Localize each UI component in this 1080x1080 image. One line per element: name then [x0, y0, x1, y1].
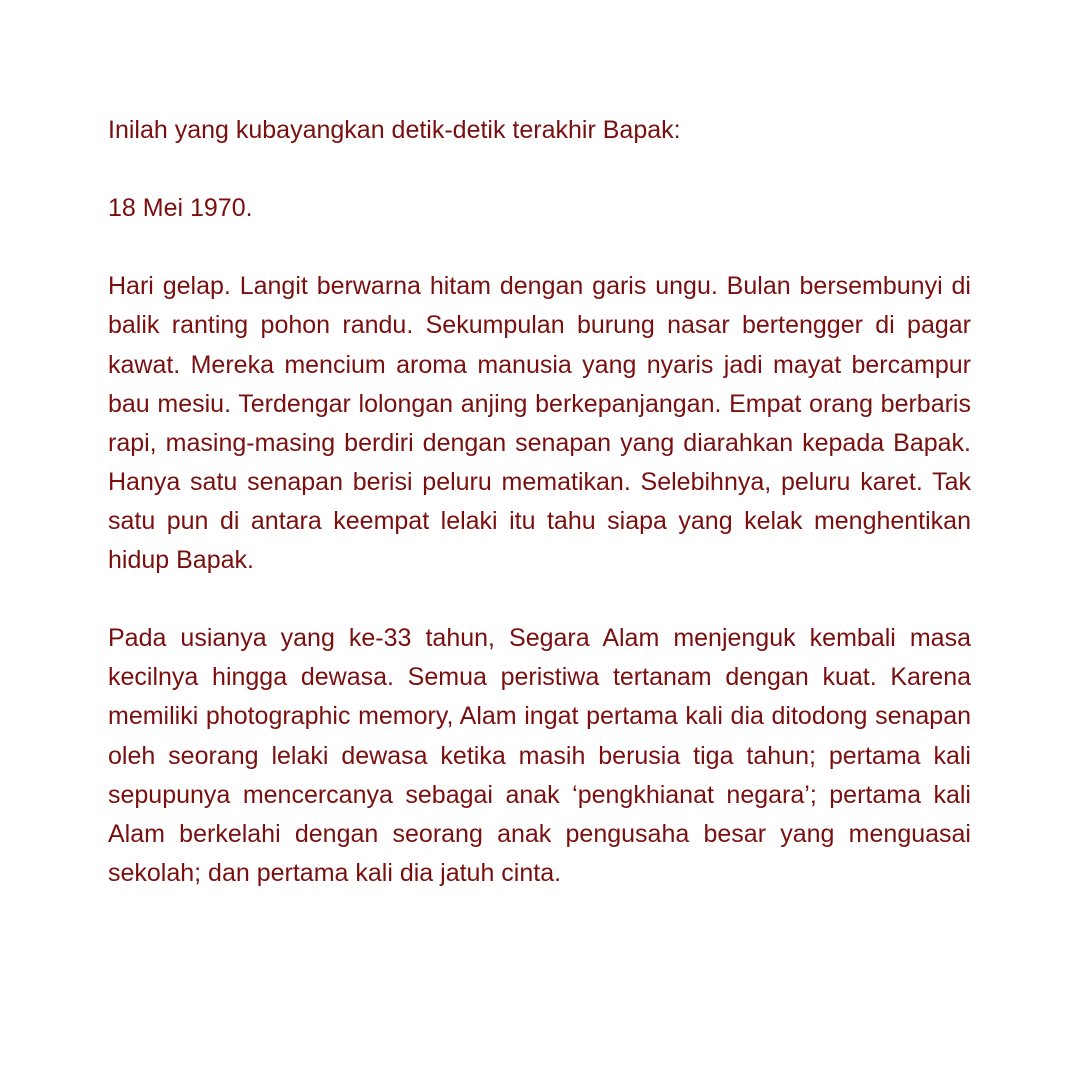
paragraph-1: Hari gelap. Langit berwarna hitam dengan garis ungu. Bulan bersembunyi di balik ranting pohon randu. Sekumpulan burung nasar bertengger di pagar kawat. Mereka mencium aroma manusia yang nyaris jadi mayat bercampur bau mesiu. Terdengar lolongan anjing berkepanjangan. Empat orang berbaris rapi, masing-masing berdiri dengan senapan yang diarahkan kepada Bapak. Hanya satu senapan berisi peluru mematikan. Selebihnya, peluru karet. Tak satu pun di antara keempat lelaki itu tahu siapa yang kelak menghentikan hidup Bapak. — [108, 272, 971, 575]
paragraph-2: Pada usianya yang ke-33 tahun, Segara Alam menjenguk kembali masa kecilnya hingga dewasa. Semua peristiwa tertanam dengan kuat. Karena memiliki photographic memory, Alam ingat pertama kali dia ditodong senapan oleh seorang lelaki dewasa ketika masih berusia tiga tahun; pertama kali sepupunya mencercanya sebagai anak ‘pengkhianat negara’; pertama kali Alam berkelahi dengan seorang anak pengusaha besar yang menguasai sekolah; dan pertama kali dia jatuh cinta. — [108, 624, 971, 887]
document-body — [108, 111, 971, 932]
date-line: 18 Mei 1970. — [108, 194, 253, 223]
heading-line: Inilah yang kubayangkan detik-detik terakhir Bapak: — [108, 116, 681, 144]
